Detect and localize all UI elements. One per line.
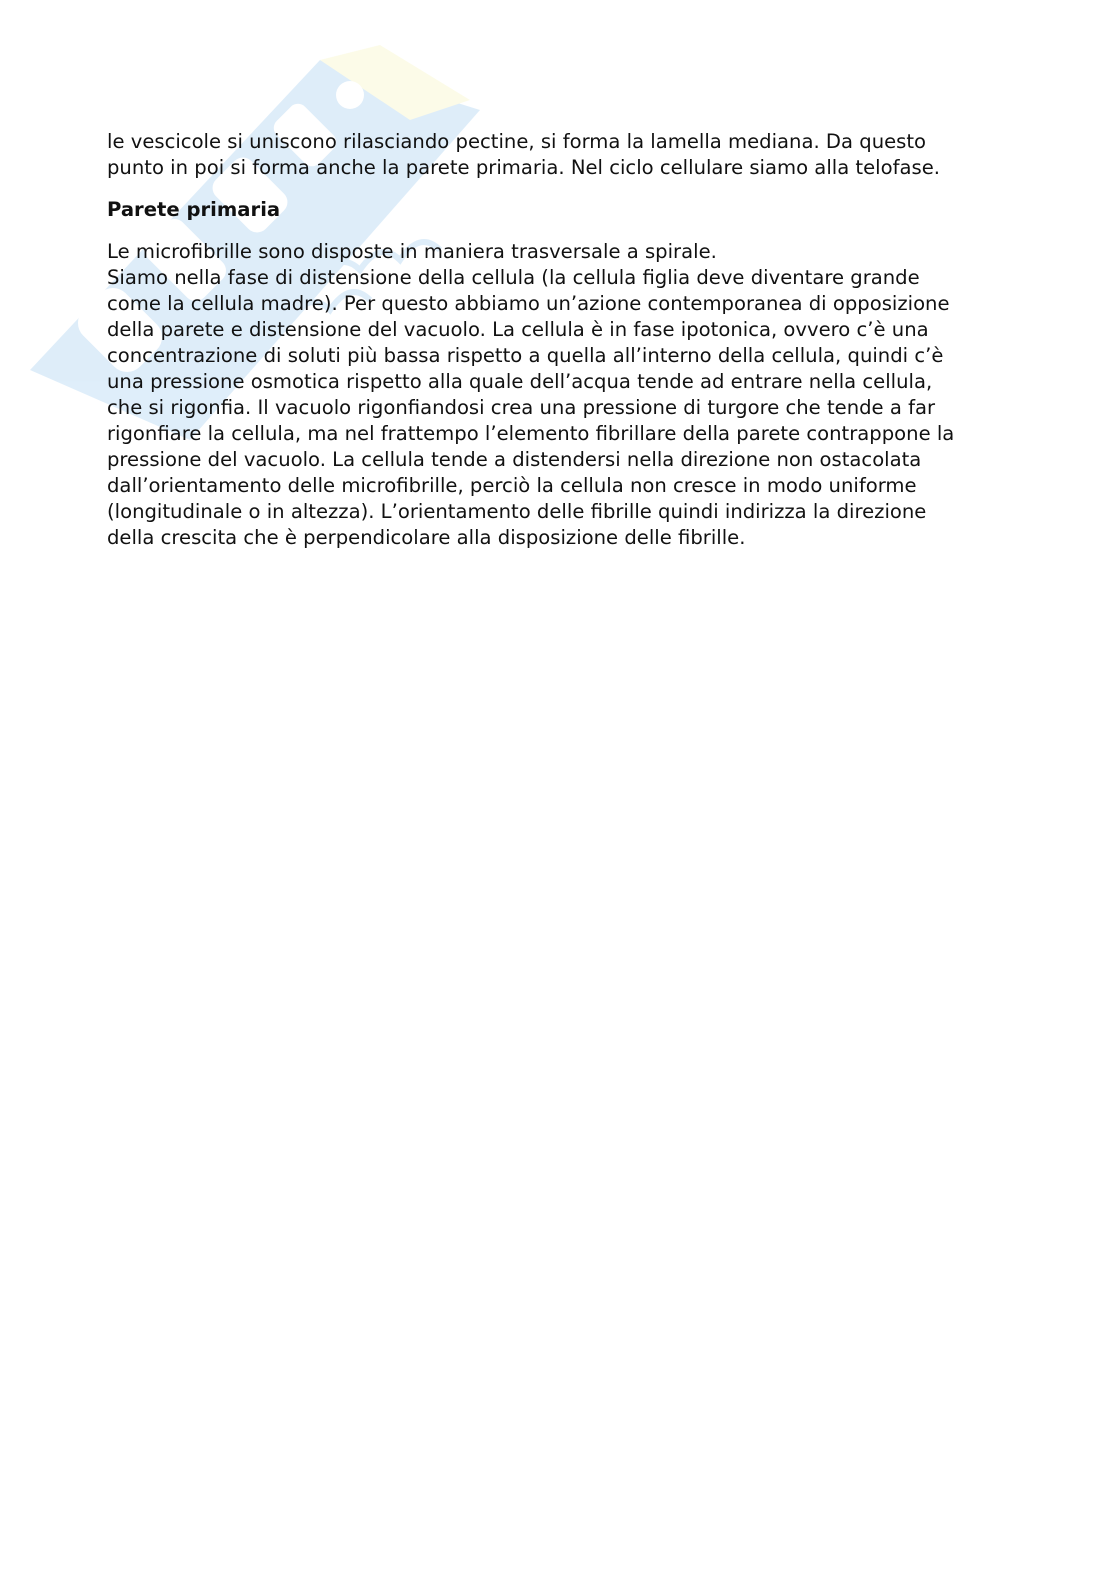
intro-paragraph: le vescicole si uniscono rilasciando pectine, si forma la lamella mediana. Da questo punto in poi si forma anche la parete primaria. Nel ciclo cellulare siamo alla telofase.: [107, 130, 941, 179]
section-paragraph: Le microfibrille sono disposte in maniera trasversale a spirale. Siamo nella fase di distensione della cellula (la cellula figlia deve diventare grande come la cellula madre). Per questo abbiamo un’azione contemporanea di opposizione della parete e distensione del vacuolo. La cellula è in fase ipotonica, ovvero c’è una concentrazione di soluti più bassa rispetto a quella all’interno della cellula, quindi c’è una pressione osmotica rispetto alla quale dell’acqua tende ad entrare nella cellula, che si rigonfia. Il vacuolo rigonfiandosi crea una pressione di turgore che tende a far rigonfiare la cellula, ma nel frattempo l’elemento fibrillare della parete contrappone la pressione del vacuolo. La cellula tende a distendersi nella direzione non ostacolata dall’orientamento delle microfibrille, perciò la cellula non cresce in modo uniforme (longitudinale o in altezza). L’orientamento delle fibrille quindi indirizza la direzione della crescita che è perpendicolare alla disposizione delle fibrille.: [107, 240, 955, 549]
section-heading: Parete primaria: [107, 198, 281, 221]
document-body: [107, 129, 1007, 551]
